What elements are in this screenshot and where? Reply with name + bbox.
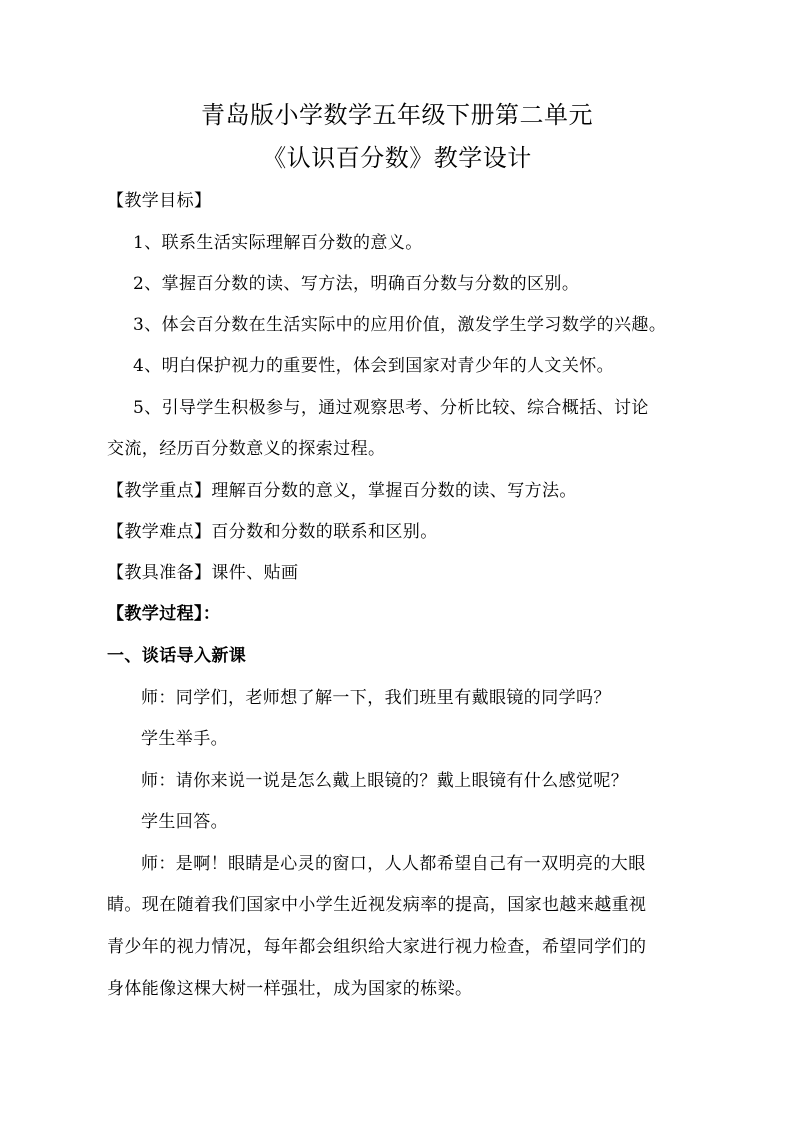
objective-item-4: 4、明白保护视力的重要性，体会到国家对青少年的人文关怀。 <box>133 356 615 376</box>
dialogue-line-2: 学生举手。 <box>141 729 228 749</box>
document-title: 青岛版小学数学五年级下册第二单元 <box>201 101 593 129</box>
objective-item-1: 1、联系生活实际理解百分数的意义。 <box>133 233 423 253</box>
paragraph-line-2: 青少年的视力情况，每年都会组织给大家进行视力检查，希望同学们的 <box>107 937 647 957</box>
teaching-difficulties: 【教学难点】百分数和分数的联系和区别。 <box>107 522 438 542</box>
paragraph-line-3: 身体能像这棵大树一样强壮，成为国家的栋梁。 <box>107 979 473 999</box>
process-heading: 【教学过程】： <box>107 604 221 624</box>
dialogue-line-4: 学生回答。 <box>141 812 228 832</box>
dialogue-line-1: 师：同学们，老师想了解一下，我们班里有戴眼镜的同学吗？ <box>141 688 611 708</box>
teaching-materials: 【教具准备】课件、贴画 <box>107 563 299 583</box>
objectives-heading: 【教学目标】 <box>107 191 212 211</box>
objective-item-2: 2、掌握百分数的读、写方法，明确百分数与分数的区别。 <box>133 274 580 294</box>
objective-item-5-continued: 交流，经历百分数意义的探索过程。 <box>107 439 386 459</box>
document-subtitle: 《认识百分数》教学设计 <box>262 144 532 172</box>
dialogue-line-5: 师：是啊！眼睛是心灵的窗口，人人都希望自己有一双明亮的大眼 <box>141 854 646 874</box>
objective-item-5: 5、引导学生积极参与，通过观察思考、分析比较、综合概括、讨论 <box>133 398 649 418</box>
section-1-heading: 一、谈话导入新课 <box>107 646 247 666</box>
dialogue-line-3: 师：请你来说一说是怎么戴上眼镜的？戴上眼镜有什么感觉呢？ <box>141 771 629 791</box>
objective-item-3: 3、体会百分数在生活实际中的应用价值，激发学生学习数学的兴趣。 <box>133 315 667 335</box>
paragraph-line-1: 睛。现在随着我们国家中小学生近视发病率的提高，国家也越来越重视 <box>107 895 647 915</box>
key-points: 【教学重点】理解百分数的意义，掌握百分数的读、写方法。 <box>107 481 577 501</box>
